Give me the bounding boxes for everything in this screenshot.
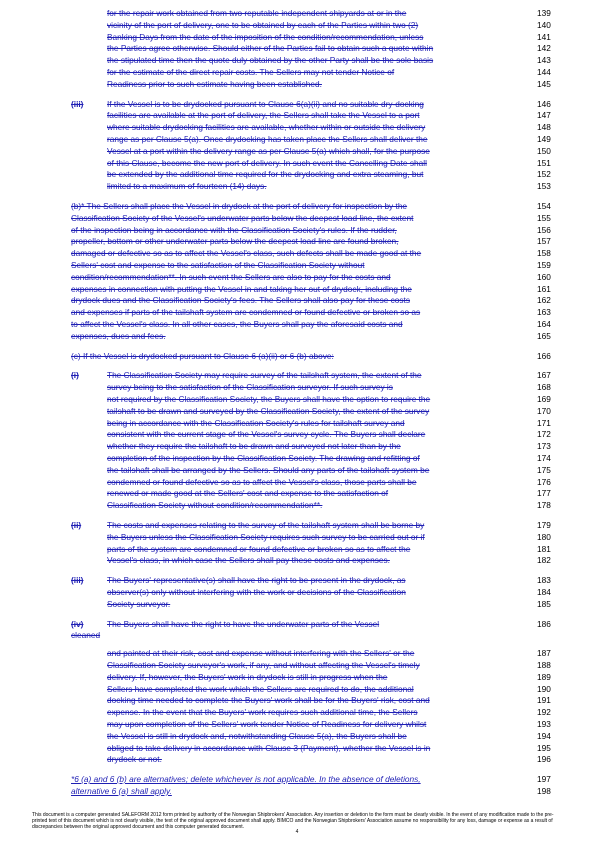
line-number: 147: [537, 110, 551, 121]
document-text-line: The costs and expenses relating to the survey of the tailshaft system shall be borne by: [107, 520, 425, 530]
line-number: 170: [537, 405, 551, 416]
document-text-line: Classification Society surveyor's work, if any, and without affecting the Vessel's timely: [107, 660, 420, 670]
document-text-line: Vessel's class, in which case the Sellers shall pay these costs and expenses.: [107, 555, 390, 566]
document-text-line: survey being to the satisfaction of the Classification surveyor. If such survey is: [107, 382, 393, 393]
document-text-line: damaged or defective so as to affect the Vessel's class, such defects shall be made good at the: [71, 248, 422, 259]
document-text-line: for the estimate of the direct repair costs. The Sellers may not tender Notice of: [107, 67, 395, 77]
line-number: 183: [537, 575, 551, 586]
document-text-line: Readiness prior to such estimate having been established.: [107, 78, 322, 89]
line-number: 175: [537, 464, 551, 475]
line-number: 153: [537, 181, 551, 192]
document-text-line: whether they require the tailshaft to be drawn and surveyed not later than by the: [107, 441, 401, 452]
line-number: 145: [537, 78, 551, 89]
line-number: 195: [537, 742, 551, 753]
document-text-line: being in accordance with the Classification Society's rules for tailshaft survey and: [107, 417, 405, 428]
line-number: 179: [537, 520, 551, 530]
line-number: 141: [537, 31, 551, 42]
document-text-line: the tailshaft shall be arranged by the Sellers. Should any parts of the tailshaft system be: [107, 464, 430, 475]
line-number: 152: [537, 169, 551, 180]
document-text-line: of this Clause, become the new port of delivery. In such event the Cancelling Date shall: [107, 157, 427, 168]
document-text-line: renewed or made good at the Sellers' cost and expense to the satisfaction of: [107, 488, 389, 499]
line-number: 180: [537, 531, 551, 542]
document-text-line: obliged to take delivery in accordance with Clause 3 (Payment), whether the Vessel is in: [107, 742, 431, 753]
document-text-line: not required by the Classification Society, the Buyers shall have the option to require the: [107, 394, 431, 404]
line-number: 184: [537, 587, 551, 597]
document-text-line: If the Vessel is to be drydocked pursuant to Clause 6(a)(ii) and no suitable dry-docking: [107, 98, 424, 109]
line-number: 174: [537, 453, 551, 463]
line-number: 156: [537, 224, 551, 235]
line-number: 188: [537, 660, 551, 670]
line-number: 154: [537, 201, 551, 211]
document-text-line: vicinity of the port of delivery, one to be obtained by each of the Parties within two (2): [107, 19, 419, 30]
line-number: 169: [537, 394, 551, 404]
line-number: 190: [537, 683, 551, 694]
line-number: 172: [537, 429, 551, 440]
document-text-line: expenses, dues and fees.: [71, 330, 166, 341]
document-text-line: Classification Society of the Vessel's underwater parts below the deepest load line, the extent: [71, 212, 414, 223]
line-number: 189: [537, 671, 551, 682]
line-number: 176: [537, 476, 551, 487]
document-text-line: *6 (a) and 6 (b) are alternatives; delete whichever is not applicable. In the absence of deletions,: [71, 774, 421, 785]
line-number: 198: [537, 786, 551, 796]
line-number: 191: [537, 695, 551, 706]
document-text-line: be extended by the additional time required for the drydocking and extra steaming, but: [107, 169, 424, 180]
line-number: 151: [537, 157, 551, 168]
document-text-line: Banking Days from the date of the imposition of the condition/recommendation, unless: [107, 31, 424, 42]
line-number: 166: [537, 350, 551, 361]
clause-label: (iii): [71, 575, 84, 586]
document-text-line: (b)* The Sellers shall place the Vessel in drydock at the port of delivery for inspection by the: [71, 201, 408, 211]
document-text-line: the Vessel is still in drydock and, notwithstanding Clause 5(a), the Buyers shall be: [107, 730, 407, 741]
document-text-line: Society surveyor.: [107, 598, 171, 609]
document-text-line: the Buyers unless the Classification Society requires such survey to be carried out or if: [107, 531, 425, 542]
document-text-line: Sellers' cost and expense to the satisfaction of the Classification Society without: [71, 260, 365, 270]
document-text-line: and expenses if parts of the tailshaft system are condemned or found defective or broken so as: [71, 307, 421, 318]
document-text-line: the stipulated time then the quote duly obtained by the other Party shall be the sole basis: [107, 55, 434, 66]
document-text-line: (c) If the Vessel is drydocked pursuant to Clause 6 (a)(ii) or 6 (b) above:: [71, 350, 334, 361]
document-text-line: cleaned: [71, 630, 101, 641]
document-text-line: of the inspection being in accordance with the Classification Society's rules. If the rudder,: [71, 224, 397, 235]
line-number: 165: [537, 330, 551, 341]
line-number: 182: [537, 555, 551, 566]
line-number: 178: [537, 500, 551, 511]
document-text-line: condition/recommendation**. In such event the Sellers are also to pay for the costs and: [71, 271, 391, 282]
line-number: 148: [537, 122, 551, 133]
line-number: 168: [537, 382, 551, 393]
line-number: 157: [537, 236, 551, 247]
document-text-line: limited to a maximum of fourteen (14) days.: [107, 181, 267, 192]
document-text-line: propeller, bottom or other underwater parts below the deepest load line are found broken,: [71, 236, 399, 247]
line-number: 143: [537, 55, 551, 66]
footer-disclaimer: This document is a computer generated SALEFORM 2012 form printed by authority of the Norwegian Shipbrokers' Association. Any insertion or deletion to the form must be clearly visible. In the event of any modification made to the pre-printed text of this document which is not clearly visible, the text of the original approved document shall apply. BIMCO and the Norwegian Shipbrokers' Association assume no responsibility for any loss, damage or expense as a result of discrepancies between the original approved document and this computer generated document.: [32, 812, 554, 830]
line-number: 139: [537, 8, 551, 18]
document-text-line: alternative 6 (a) shall apply.: [71, 786, 172, 796]
document-text-line: consistent with the current stage of the Vessel's survey cycle. The Buyers shall declare: [107, 429, 426, 440]
document-text-line: expenses in connection with putting the Vessel in and taking her out of drydock, including the: [71, 283, 412, 294]
line-number: 158: [537, 248, 551, 259]
line-number: 186: [537, 618, 551, 629]
line-number: 181: [537, 543, 551, 554]
line-number: 185: [537, 598, 551, 609]
line-number: 193: [537, 719, 551, 729]
line-number: 164: [537, 319, 551, 329]
line-number: 155: [537, 212, 551, 223]
document-text-line: drydock or not.: [107, 754, 162, 765]
line-number: 177: [537, 488, 551, 499]
document-text-line: drydock dues and the Classification Society's fees. The Sellers shall also pay for these costs: [71, 295, 411, 306]
clause-label: (iii): [71, 98, 84, 109]
line-number: 171: [537, 417, 551, 428]
document-text-line: the Parties agree otherwise. Should either of the Parties fail to obtain such a quote within: [107, 43, 434, 54]
document-text-line: Classification Society without condition/recommendation**.: [107, 500, 323, 511]
document-text-line: Vessel at a port within the delivery range as per Clause 5(a) which shall, for the purpose: [107, 145, 430, 156]
document-text-line: delivery. If, however, the Buyers' work in drydock is still in progress when the: [107, 671, 388, 682]
document-text-line: The Buyers' representative(s) shall have the right to be present in the drydock, as: [107, 575, 406, 586]
document-text-line: Sellers have completed the work which the Sellers are required to do, the additional: [107, 683, 414, 694]
line-number: 196: [537, 754, 551, 765]
document-text-line: facilities are available at the port of delivery, the Sellers shall take the Vessel to a port: [107, 110, 420, 121]
line-number: 146: [537, 98, 551, 109]
document-text-line: The Classification Society may require survey of the tailshaft system, the extent of the: [107, 370, 422, 381]
line-number: 162: [537, 295, 551, 306]
document-text-line: completion of the inspection by the Classification Society. The drawing and refitting of: [107, 453, 420, 463]
line-number: 160: [537, 271, 551, 282]
line-number: 144: [537, 67, 551, 77]
page-number: 4: [295, 829, 299, 835]
line-number: 142: [537, 43, 551, 54]
line-number: 173: [537, 441, 551, 452]
document-text-line: expense. In the event that the Buyers' work requires such additional time, the Sellers: [107, 707, 418, 718]
document-text-line: for the repair work obtained from two reputable independent shipyards at or in the: [107, 8, 407, 18]
document-text-line: The Buyers shall have the right to have the underwater parts of the Vessel: [107, 618, 380, 629]
document-text-line: to affect the Vessel's class. In all other cases, the Buyers shall pay the aforesaid costs and: [71, 319, 403, 329]
clause-label: (iv): [71, 618, 84, 629]
line-number: 150: [537, 145, 551, 156]
line-number: 197: [537, 774, 551, 785]
line-number: 140: [537, 19, 551, 30]
document-text-line: and painted at their risk, cost and expense without interfering with the Sellers' or the: [107, 648, 415, 659]
line-number: 194: [537, 730, 551, 741]
document-text-line: range as per Clause 5(a). Once drydocking has taken place the Sellers shall deliver the: [107, 134, 428, 144]
line-number: 159: [537, 260, 551, 270]
line-number: 192: [537, 707, 551, 718]
document-text-line: may upon completion of the Sellers' work tender Notice of Readiness for delivery whilst: [107, 719, 427, 729]
document-text-line: tailshaft to be drawn and surveyed by the Classification Society, the extent of the survey: [107, 405, 430, 416]
document-text-line: observer(s) only without interfering with the work or decisions of the Classification: [107, 587, 406, 597]
clause-label: (i): [71, 370, 79, 381]
line-number: 149: [537, 134, 551, 144]
line-number: 167: [537, 370, 551, 381]
clause-label: (ii): [71, 520, 82, 530]
line-number: 187: [537, 648, 551, 659]
document-text-line: where suitable drydocking facilities are available, whether within or outside the delivery: [107, 122, 426, 133]
document-text-line: parts of the system are condemned or found defective or broken so as to affect the: [107, 543, 411, 554]
document-text-line: condemned or found defective so as to affect the Vessel's class, those parts shall be: [107, 476, 417, 487]
document-text-line: docking time needed to complete the Buyers' work shall be for the Buyers' risk, cost and: [107, 695, 430, 706]
line-number: 163: [537, 307, 551, 318]
line-number: 161: [537, 283, 551, 294]
